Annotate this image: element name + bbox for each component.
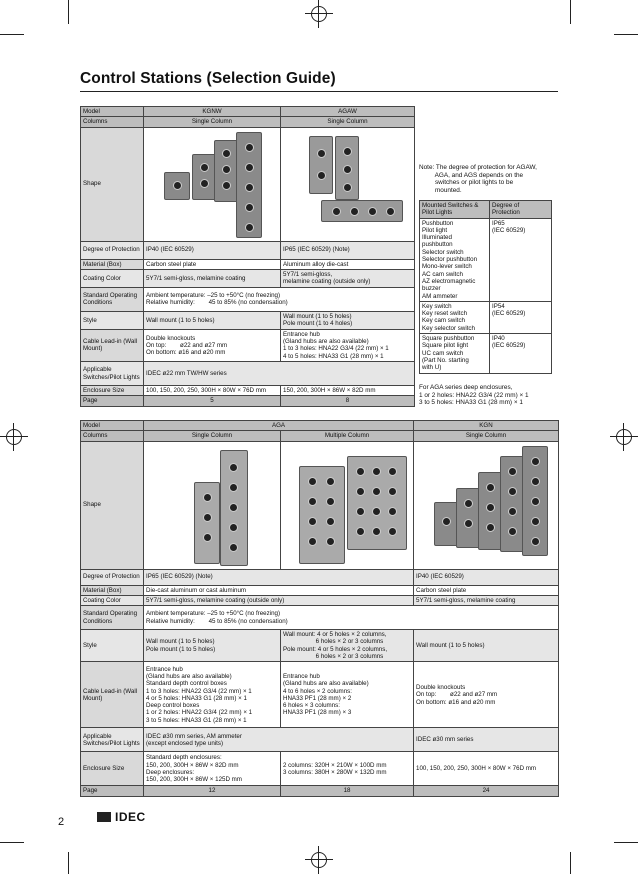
- enclosure-aga-single: Standard depth enclosures: 150, 200, 300H × 86W × 82D mm Deep enclosures: 150, 200, 300H × 86W × 125D mm: [144, 752, 281, 786]
- coating-kgnw: 5Y7/1 semi-gloss, melamine coating: [144, 269, 281, 287]
- label-page: Page: [81, 396, 144, 406]
- crop-line: [68, 852, 69, 874]
- columns-aga-multiple: Multiple Column: [281, 431, 414, 441]
- model-kgn: KGN: [414, 421, 559, 431]
- enclosure-agaw: 150, 200, 300H × 86W × 82D mm: [281, 386, 415, 396]
- page-number: 2: [58, 816, 65, 828]
- switches-aga: IDEC ø30 mm series, AM ammeter (except enclosed type units): [144, 728, 414, 752]
- material-kgnw: Carbon steel plate: [144, 259, 281, 269]
- cable-aga-multiple: Entrance hub (Gland hubs are also available) 4 to 6 holes × 2 columns: HNA33 PF1 (28 mm) × 2 6 holes × 3 columns: HNA33 PF1 (28 mm) × 3: [281, 662, 414, 728]
- registration-mark-top: [305, 0, 333, 28]
- cable-kgn: Double knockouts On top: ø22 and ø27 mm On bottom: ø16 and ø20 mm: [414, 662, 559, 728]
- standard-conditions-t1: Ambient temperature: –25 to +50°C (no freezing) Relative humidity: 45 to 85% (no condensation): [144, 287, 415, 311]
- page-agaw: 8: [281, 396, 415, 406]
- model-kgnw: KGNW: [144, 107, 281, 117]
- label-columns: Columns: [81, 431, 144, 441]
- style-kgn: Wall mount (1 to 5 holes): [414, 630, 559, 662]
- idec-logo: [97, 810, 146, 824]
- label-enclosure-size: Enclosure Size: [81, 386, 144, 396]
- model-agaw: AGAW: [281, 107, 415, 117]
- ms-row-switches: Square pushbutton Square pilot light UC cam switch (Part No. starting with U): [420, 334, 490, 373]
- columns-aga-single: Single Column: [144, 431, 281, 441]
- page-kgn: 24: [414, 786, 559, 796]
- model-aga: AGA: [144, 421, 414, 431]
- ms-row-switches: Pushbutton Pilot light Illuminated pushbutton Selector switch Selector pushbutton Mono-lever switch AC cam switch AZ electromagnetic buzzer AM ammeter: [420, 218, 490, 301]
- coating-aga: 5Y7/1 semi-gloss, melamine coating (outside only): [144, 595, 414, 605]
- ms-row-degree: IP40 (IEC 60529): [490, 334, 552, 373]
- product-image-aga-single: [144, 441, 281, 569]
- style-aga-multiple: Wall mount: 4 or 5 holes × 2 columns, 6 holes × 2 or 3 columns Pole mount: 4 or 5 holes × 2 columns, 6 holes × 2 or 3 columns: [281, 630, 414, 662]
- label-material: Material (Box): [81, 585, 144, 595]
- columns-agaw: Single Column: [281, 117, 415, 127]
- crop-line: [614, 842, 638, 843]
- columns-kgn: Single Column: [414, 431, 559, 441]
- label-applicable-switches: Applicable Switches/Pilot Lights: [81, 728, 144, 752]
- page-aga-single: 12: [144, 786, 281, 796]
- table-aga-kgn: [80, 420, 559, 797]
- cable-agaw: Entrance hub (Gland hubs are also available) 1 to 3 holes: HNA22 G3/4 (22 mm) × 1 4 to 5 holes: HNA33 G1 (28 mm) × 1: [281, 329, 415, 361]
- material-aga: Die-cast aluminum or cast aluminum: [144, 585, 414, 595]
- enclosure-aga-multiple: 2 columns: 320H × 210W × 100D mm 3 columns: 380H × 280W × 132D mm: [281, 752, 414, 786]
- product-image-aga-multiple: [281, 441, 414, 569]
- style-aga-single: Wall mount (1 to 5 holes) Pole mount (1 to 5 holes): [144, 630, 281, 662]
- label-model: Model: [81, 107, 144, 117]
- label-coating-color: Coating Color: [81, 595, 144, 605]
- label-shape: Shape: [81, 127, 144, 241]
- columns-kgnw: Single Column: [144, 117, 281, 127]
- label-cable-lead-in: Cable Lead-in (Wall Mount): [81, 662, 144, 728]
- page-title: Control Stations (Selection Guide): [80, 70, 336, 87]
- enclosure-kgnw: 100, 150, 200, 250, 300H × 80W × 76D mm: [144, 386, 281, 396]
- switches-kgn: IDEC ø30 mm series: [414, 728, 559, 752]
- ms-row-degree: IP65 (IEC 60529): [490, 218, 552, 301]
- style-agaw: Wall mount (1 to 5 holes) Pole mount (1 to 4 holes): [281, 311, 415, 329]
- label-model: Model: [81, 421, 144, 431]
- cable-kgnw: Double knockouts On top: ø22 and ø27 mm On bottom: ø16 and ø20 mm: [144, 329, 281, 361]
- deep-enclosure-note: For AGA series deep enclosures, 1 or 2 holes: HNA22 G3/4 (22 mm) × 1 3 to 5 holes: HNA33 G1 (28 mm) × 1: [419, 384, 529, 407]
- material-kgn: Carbon steel plate: [414, 585, 559, 595]
- degree-kgn: IP40 (IEC 60529): [414, 569, 559, 585]
- idec-logo-text: IDEC: [115, 810, 146, 824]
- label-degree-of-protection: Degree of Protection: [81, 241, 144, 259]
- title-rule: [80, 91, 558, 92]
- crop-line: [68, 0, 69, 24]
- label-degree-of-protection: Degree of Protection: [81, 569, 144, 585]
- degree-agaw: IP65 (IEC 60529) (Note): [281, 241, 415, 259]
- registration-mark-right: [610, 423, 638, 451]
- idec-logo-mark: [97, 812, 111, 822]
- label-coating-color: Coating Color: [81, 269, 144, 287]
- table-kgnw-agaw: [80, 106, 415, 407]
- product-image-kgnw: [144, 127, 281, 241]
- crop-line: [570, 0, 571, 24]
- label-standard-operating-conditions: Standard Operating Conditions: [81, 606, 144, 630]
- switches-t1: IDEC ø22 mm TW/HW series: [144, 362, 415, 386]
- crop-line: [570, 852, 571, 874]
- registration-mark-bottom: [305, 846, 333, 874]
- label-cable-lead-in: Cable Lead-in (Wall Mount): [81, 329, 144, 361]
- label-standard-operating-conditions: Standard Operating Conditions: [81, 287, 144, 311]
- label-material: Material (Box): [81, 259, 144, 269]
- label-style: Style: [81, 311, 144, 329]
- label-applicable-switches: Applicable Switches/Pilot Lights: [81, 362, 144, 386]
- crop-line: [0, 842, 24, 843]
- mounted-switches-table: [419, 200, 552, 374]
- product-image-agaw: [281, 127, 415, 241]
- crop-line: [0, 34, 24, 35]
- degree-kgnw: IP40 (IEC 60529): [144, 241, 281, 259]
- enclosure-kgn: 100, 150, 200, 250, 300H × 80W × 76D mm: [414, 752, 559, 786]
- label-shape: Shape: [81, 441, 144, 569]
- header-degree: Degree of Protection: [490, 201, 552, 219]
- ms-row-switches: Key switch Key reset switch Key cam switch Key selector switch: [420, 301, 490, 333]
- protection-note: Note: The degree of protection for AGAW, AGA, and AGS depends on the switches or pilot lights to be mounted.: [419, 164, 537, 194]
- product-image-kgn: [414, 441, 559, 569]
- label-enclosure-size: Enclosure Size: [81, 752, 144, 786]
- label-columns: Columns: [81, 117, 144, 127]
- ms-row-degree: IP54 (IEC 60529): [490, 301, 552, 333]
- coating-kgn: 5Y7/1 semi-gloss, melamine coating: [414, 595, 559, 605]
- material-agaw: Aluminum alloy die-cast: [281, 259, 415, 269]
- style-kgnw: Wall mount (1 to 5 holes): [144, 311, 281, 329]
- label-style: Style: [81, 630, 144, 662]
- label-page: Page: [81, 786, 144, 796]
- registration-mark-left: [0, 423, 28, 451]
- page-kgnw: 5: [144, 396, 281, 406]
- coating-agaw: 5Y7/1 semi-gloss, melamine coating (outside only): [281, 269, 415, 287]
- crop-line: [614, 34, 638, 35]
- header-mounted-switches: Mounted Switches & Pilot Lights: [420, 201, 490, 219]
- degree-aga: IP65 (IEC 60529) (Note): [144, 569, 414, 585]
- standard-conditions-t2: Ambient temperature: –25 to +50°C (no freezing) Relative humidity: 45 to 85% (no condensation): [144, 606, 559, 630]
- cable-aga-single: Entrance hub (Gland hubs are also available) Standard depth control boxes 1 to 3 holes: HNA22 G3/4 (22 mm) × 1 4 or 5 holes: HNA33 G1 (28 mm) × 1 Deep control boxes 1 or 2 holes: HNA22 G3/4 (22 mm) × 1 3 to 5 holes: HNA33 G1 (28 mm) × 1: [144, 662, 281, 728]
- page-aga-multiple: 18: [281, 786, 414, 796]
